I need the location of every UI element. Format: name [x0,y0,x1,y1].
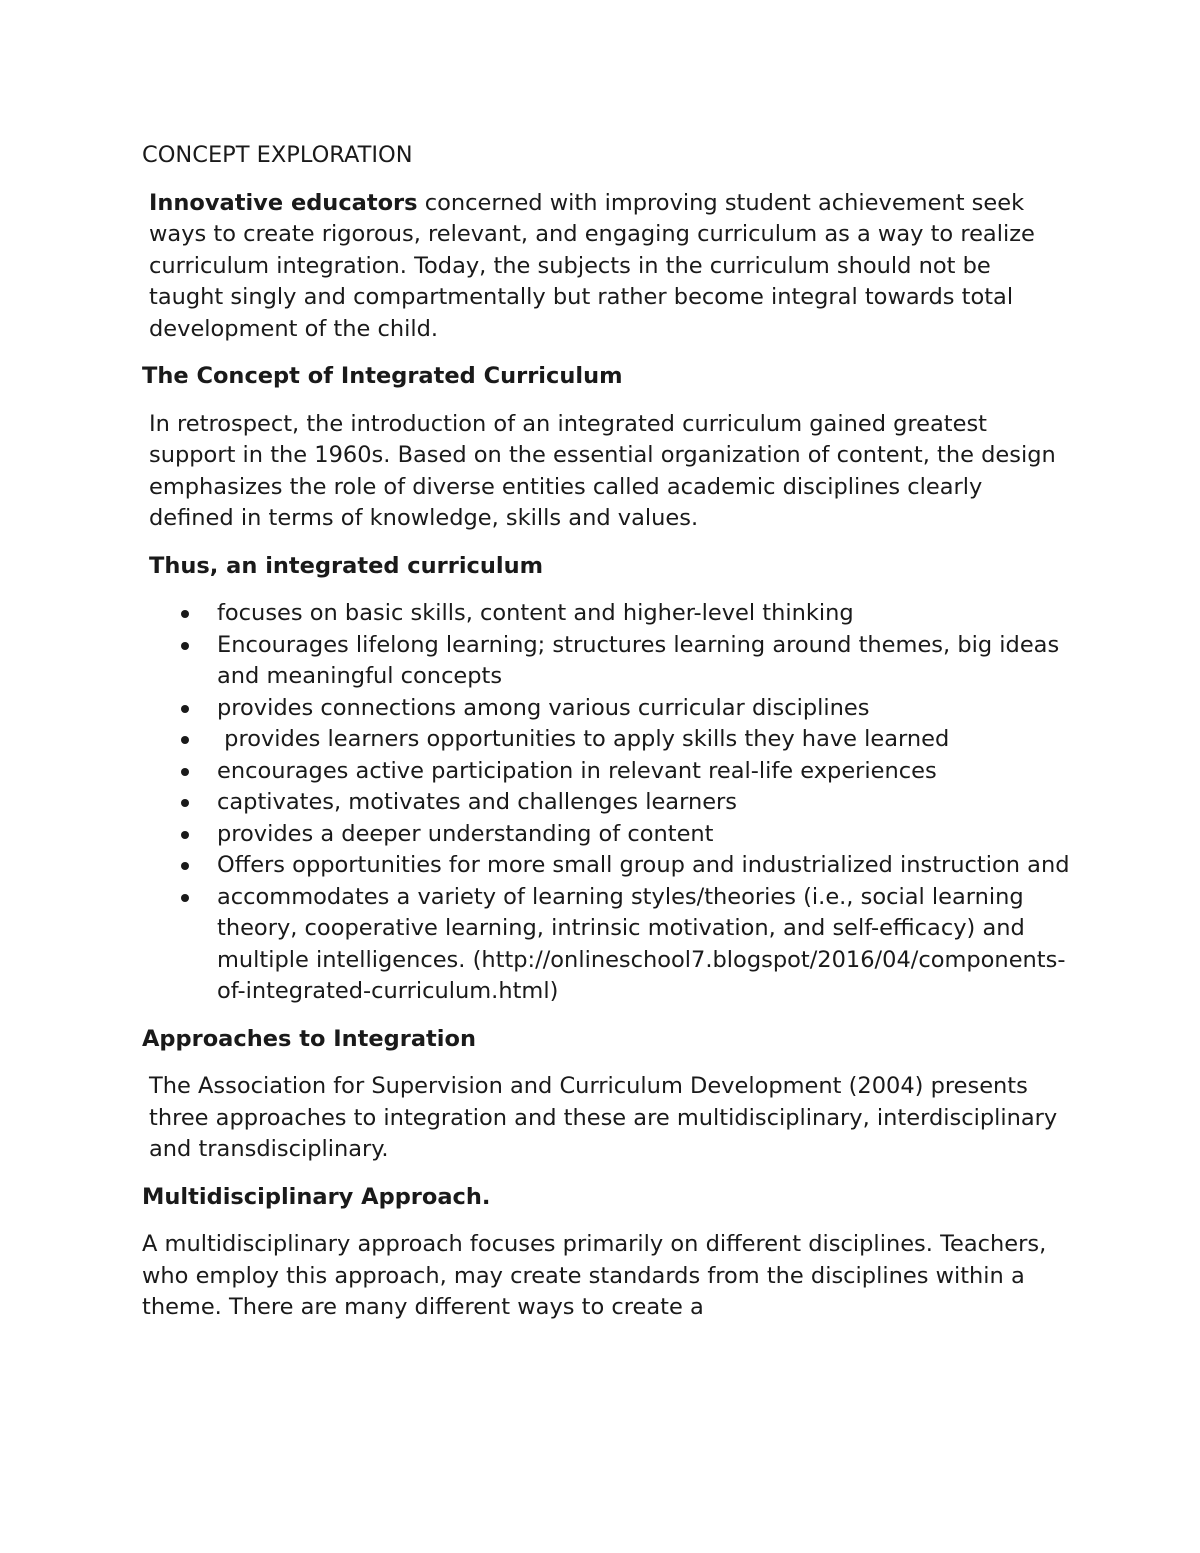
bullet-item [142,724,1072,756]
intro-lead-bold: Innovative educators [149,189,418,216]
bullet-item [142,787,1072,819]
bullet-item [142,756,1072,788]
bullet-dot-icon [181,642,189,650]
bullet-text: provides learners opportunities to apply skills they have learned [217,726,950,752]
heading-integrated-curriculum: The Concept of Integrated Curriculum [142,363,623,389]
bullet-text: Offers opportunities for more small group and industrialized instruction and [217,852,1070,878]
intro-body-text: concerned with improving student achievement seek ways to create rigorous, relevant, and engaging curriculum as a way to realize curriculum integration. Today, the subjects in the curriculum should not be taught singly and compartmentally but rather become integral towards total development of the child. [149,189,1035,342]
bullet-text: accommodates a variety of learning styles/theories (i.e., social learning theory, cooperative learning, intrinsic motivation, and self-efficacy) and multiple intelligences. (http://onlineschool7.blogspot/2016/04/components-of-integrated-curriculum.html) [217,883,1066,1004]
integrated-curriculum-paragraph: In retrospect, the introduction of an integrated curriculum gained greatest support in the 1960s. Based on the essential organization of content, the design emphasizes the role of diverse entities called academic disciplines clearly defined in terms of knowledge, skills and values. [149,410,1056,531]
bullet-text: encourages active participation in relevant real-life experiences [217,757,937,784]
approaches-paragraph: The Association for Supervision and Curriculum Development (2004) presents three approaches to integration and these are multidisciplinary, interdisciplinary and transdisciplinary. [149,1073,1058,1162]
bullet-dot-icon [181,705,189,713]
bullet-dot-icon [181,831,189,839]
document-title: CONCEPT EXPLORATION [142,142,413,168]
bullet-text: provides a deeper understanding of content [217,820,714,847]
bullet-item [142,882,1072,1008]
integrated-list-heading: Thus, an integrated curriculum [149,552,544,579]
bullet-text: Encourages lifelong learning; structures learning around themes, big ideas and meaningful concepts [217,631,1060,689]
heading-multidisciplinary-approach: Multidisciplinary Approach. [142,1183,491,1210]
bullet-dot-icon [181,610,189,618]
bullet-item [142,598,1072,630]
document-page [142,140,1072,1340]
intro-paragraph [142,188,1072,346]
bullet-text: provides connections among various curricular disciplines [217,694,870,721]
bullet-text: focuses on basic skills, content and higher-level thinking [217,600,854,626]
multidisciplinary-paragraph: A multidisciplinary approach focuses primarily on different disciplines. Teachers, who employ this approach, may create standards from the disciplines within a theme. There are many different ways to create a [142,1231,1047,1320]
bullet-dot-icon [181,799,189,807]
bullet-dot-icon [181,862,189,870]
bullet-text: captivates, motivates and challenges learners [217,789,738,815]
bullet-item [142,693,1072,725]
bullet-dot-icon [181,768,189,776]
bullet-item [142,630,1072,693]
bullet-dot-icon [181,894,189,902]
integrated-curriculum-bullet-list [142,598,1072,1008]
heading-approaches-to-integration: Approaches to Integration [142,1025,476,1052]
bullet-dot-icon [181,736,189,744]
bullet-item [142,850,1072,882]
bullet-item [142,819,1072,851]
